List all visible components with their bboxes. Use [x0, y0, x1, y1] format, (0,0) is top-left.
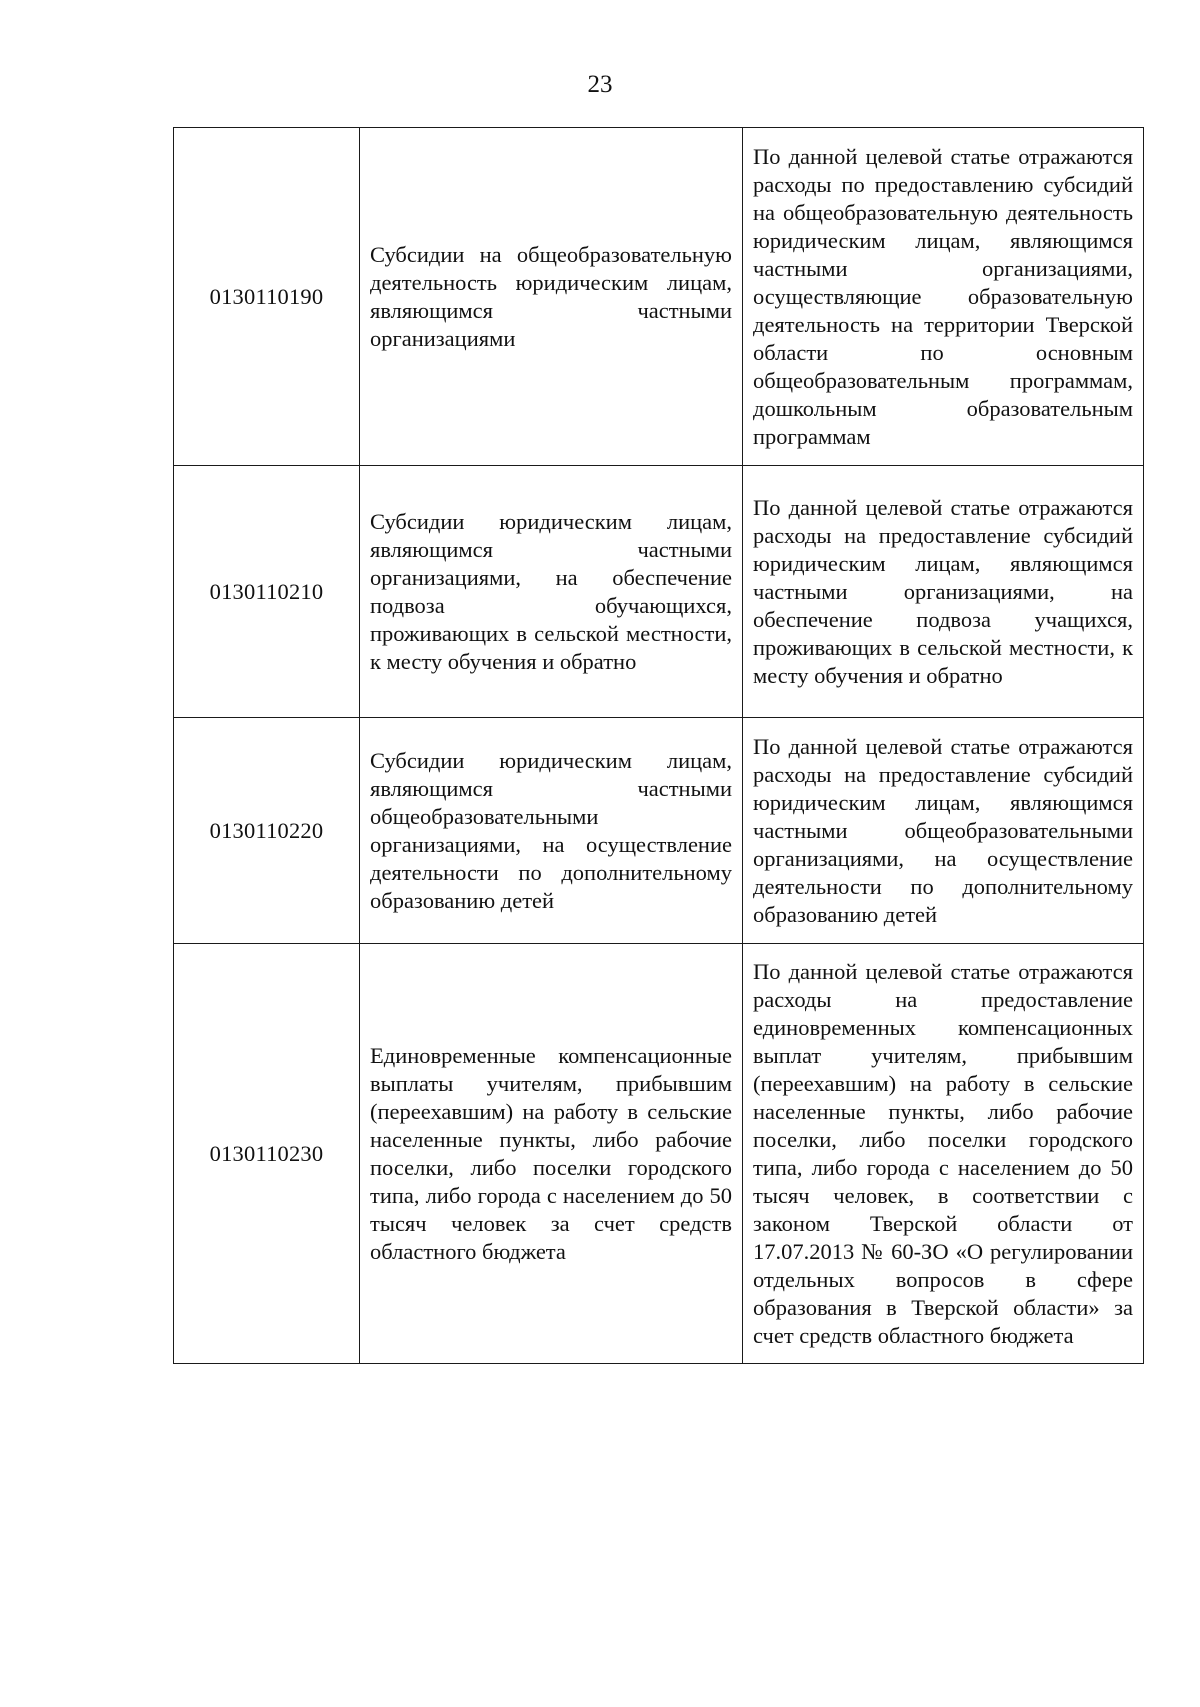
target-article-code: 0130110190	[174, 128, 360, 466]
table-row	[174, 944, 1144, 1364]
target-article-description: По данной целевой статье отражаются расходы на предоставление субсидий юридическим лицам, являющимся частными общеобразовательными организациями, на осуществление деятельности по дополнительному образованию детей	[743, 718, 1144, 944]
target-article-code: 0130110230	[174, 944, 360, 1364]
table-row	[174, 718, 1144, 944]
target-article-code: 0130110210	[174, 466, 360, 718]
budget-classification-table	[173, 127, 1144, 1364]
target-article-name: Субсидии на общеобразовательную деятельность юридическим лицам, являющимся частными организациями	[360, 128, 743, 466]
target-article-description: По данной целевой статье отражаются расходы на предоставление единовременных компенсационных выплат учителям, прибывшим (переехавшим) на работу в сельские населенные пункты, либо рабочие поселки, либо поселки городского типа, либо города с населением до 50 тысяч человек, в соответствии с законом Тверской области от 17.07.2013 № 60-ЗО «О регулировании отдельных вопросов в сфере образования в Тверской области» за счет средств областного бюджета	[743, 944, 1144, 1364]
target-article-name: Субсидии юридическим лицам, являющимся частными организациями, на обеспечение подвоза обучающихся, проживающих в сельской местности, к месту обучения и обратно	[360, 466, 743, 718]
table-row	[174, 128, 1144, 466]
target-article-name: Единовременные компенсационные выплаты учителям, прибывшим (переехавшим) на работу в сельские населенные пункты, либо рабочие поселки, либо поселки городского типа, либо города с населением до 50 тысяч человек за счет средств областного бюджета	[360, 944, 743, 1364]
target-article-description: По данной целевой статье отражаются расходы на предоставление субсидий юридическим лицам, являющимся частными организациями, на обеспечение подвоза учащихся, проживающих в сельской местности, к месту обучения и обратно	[743, 466, 1144, 718]
page-number: 23	[587, 71, 613, 98]
target-article-description: По данной целевой статье отражаются расходы по предоставлению субсидий на общеобразовательную деятельность юридическим лицам, являющимся частными организациями, осуществляющие образовательную деятельность на территории Тверской области по основным общеобразовательным программам, дошкольным образовательным программам	[743, 128, 1144, 466]
target-article-code: 0130110220	[174, 718, 360, 944]
target-article-name: Субсидии юридическим лицам, являющимся частными общеобразовательными организациями, на осуществление деятельности по дополнительному образованию детей	[360, 718, 743, 944]
table-row	[174, 466, 1144, 718]
